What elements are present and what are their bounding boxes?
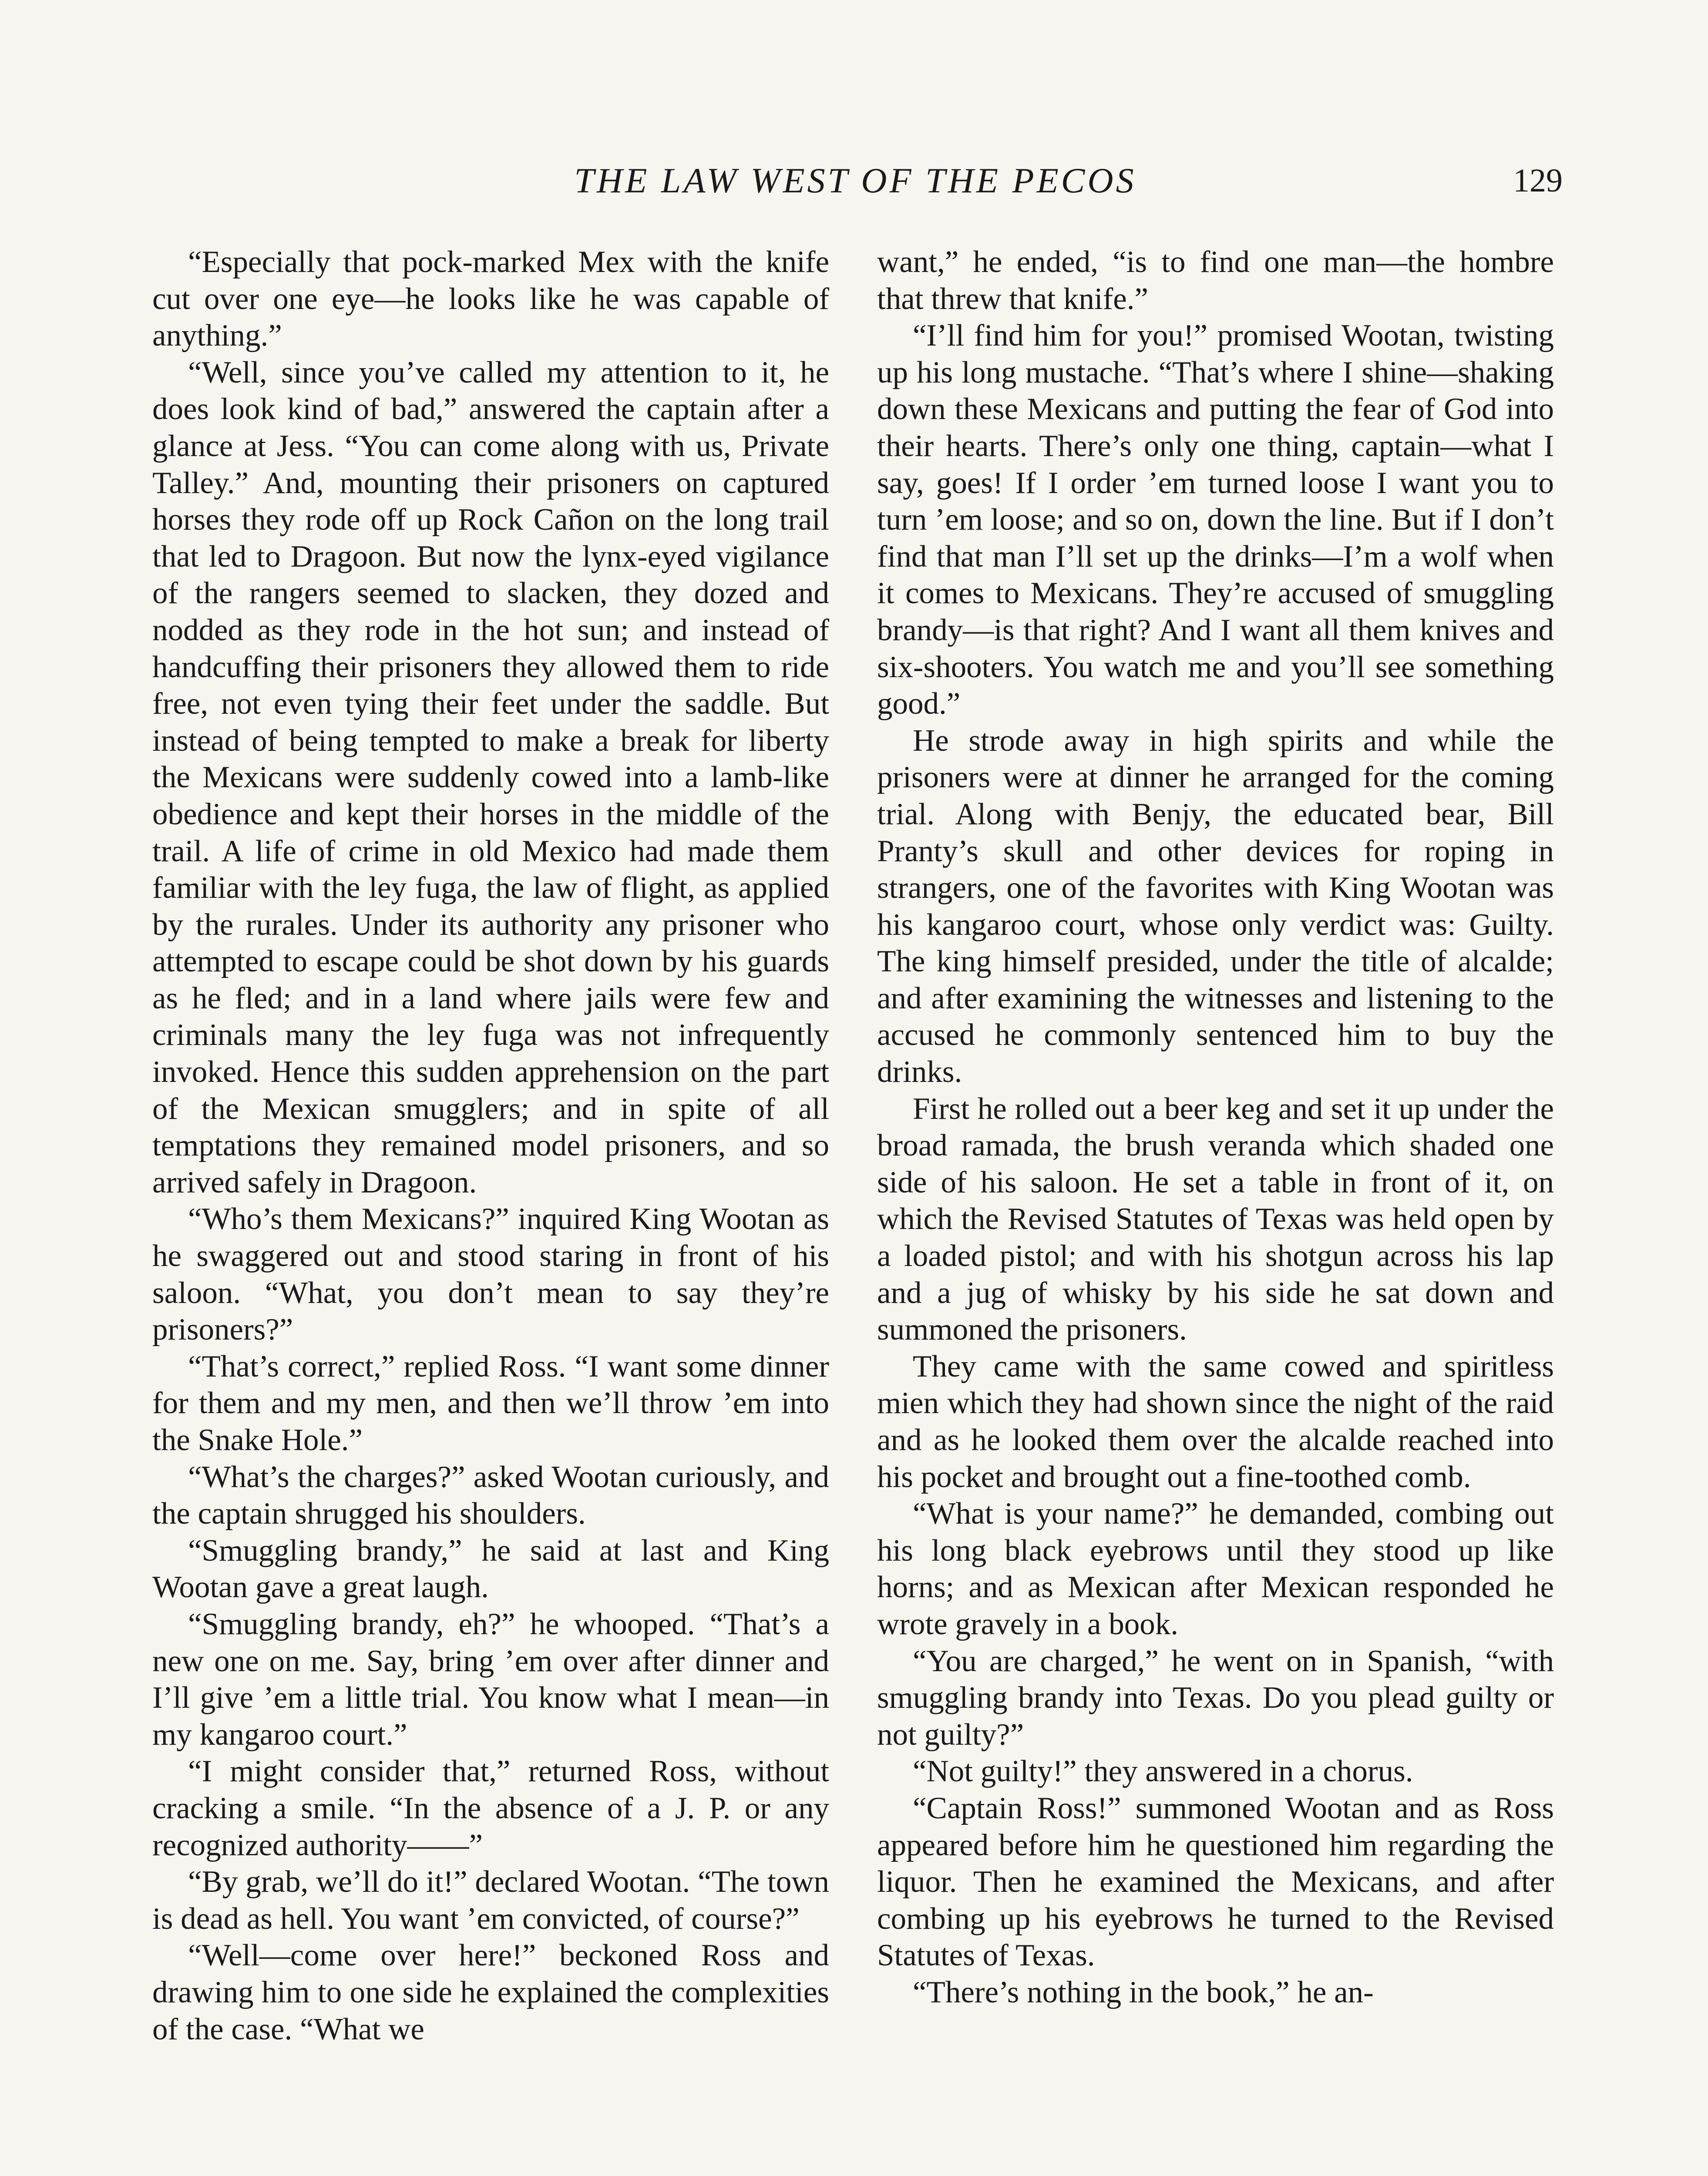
paragraph: “By grab, we’ll do it!” declared Wootan. “The town is dead as hell. You want ’em convicted, of course?” [152,1865,829,1936]
paragraph: “Especially that pock-marked Mex with the knife cut over one eye—he looks like he was capable of anything.” [152,245,829,353]
paragraph: “Smuggling brandy,” he said at last and King Wootan gave a great laugh. [152,1533,829,1605]
paragraph: “Not guilty!” they answered in a chorus. [913,1754,1413,1789]
paragraph: They came with the same cowed and spiritless mien which they had shown since the night of the raid and as he looked them over the alcalde reached into his pocket and brought out a fine-toothed comb. [877,1349,1554,1494]
paragraph: “Well—come over here!” beckoned Ross and drawing him to one side he explained the complexities of the case. “What we [152,1938,829,2046]
paragraph-continued: want,” he ended, “is to find one man—the hombre that threw that knife.” [877,245,1554,316]
paragraph: “Who’s them Mexicans?” inquired King Wootan as he swaggered out and stood staring in front of his saloon. “What, you don’t mean to say they’re prisoners?” [152,1202,829,1347]
paragraph: “What is your name?” he demanded, combing out his long black eyebrows until they stood up like horns; and as Mexican after Mexican responded he wrote gravely in a book. [877,1497,1554,1641]
paragraph: “Captain Ross!” summoned Wootan and as Ross appeared before him he questioned him regarding the liquor. Then he examined the Mexicans, and after combing up his eyebrows he turned to the Revised Statutes of Texas. [877,1791,1554,1973]
right-text-column [877,244,1554,2011]
paragraph: “What’s the charges?” asked Wootan curiously, and the captain shrugged his shoulders. [152,1460,829,1531]
paragraph: “I might consider that,” returned Ross, without cracking a smile. “In the absence of a J. P. or any recognized authority——” [152,1754,829,1862]
page-number: 129 [1513,162,1563,199]
paragraph: “I’ll find him for you!” promised Wootan, twisting up his long mustache. “That’s where I shine—shaking down these Mexicans and putting the fear of God into their hearts. There’s only one thing, captain—what I say, goes! If I order ’em turned loose I want you to turn ’em loose; and so on, down the line. But if I don’t find that man I’ll set up the drinks—I’m a wolf when it comes to Mexicans. They’re accused of smuggling brandy—is that right? And I want all them knives and six-shooters. You watch me and you’ll see something good.” [877,319,1554,721]
left-text-column [152,244,829,2048]
paragraph: First he rolled out a beer keg and set it up under the broad ramada, the brush veranda which shaded one side of his saloon. He set a table in front of it, on which the Revised Statutes of Texas was held open by a loaded pistol; and with his shotgun across his lap and a jug of whisky by his side he sat down and summoned the prisoners. [877,1091,1554,1347]
paragraph: He strode away in high spirits and while the prisoners were at dinner he arranged for the coming trial. Along with Benjy, the educated bear, Bill Pranty’s skull and other devices for roping in strangers, one of the favorites with King Wootan was his kangaroo court, whose only verdict was: Guilty. The king himself presided, under the title of alcalde; and after examining the witnesses and listening to the accused he commonly sentenced him to buy the drinks. [877,723,1554,1089]
paragraph: “Well, since you’ve called my attention to it, he does look kind of bad,” answered the captain after a glance at Jess. “You can come along with us, Private Talley.” And, mounting their prisoners on captured horses they rode off up Rock Cañon on the long trail that led to Dragoon. But now the lynx-eyed vigilance of the rangers seemed to slacken, they dozed and nodded as they rode in the hot sun; and instead of handcuffing their prisoners they allowed them to ride free, not even tying their feet under the saddle. But instead of being tempted to make a break for liberty the Mexicans were suddenly cowed into a lamb-like obedience and kept their horses in the middle of the trail. A life of crime in old Mexico had made them familiar with the ley fuga, the law of flight, as applied by the rurales. Under its authority any prisoner who attempted to escape could be shot down by his guards as he fled; and in a land where jails were few and criminals many the ley fuga was not infrequently invoked. Hence this sudden apprehension on the part of the Mexican smugglers; and in spite of all temptations they remained model prisoners, and so arrived safely in Dragoon. [152,355,829,1199]
running-head [148,159,1563,202]
paragraph: “There’s nothing in the book,” he an- [913,1975,1374,2009]
running-title: THE LAW WEST OF THE PECOS [574,161,1136,200]
paragraph: “You are charged,” he went on in Spanish, “with smuggling brandy into Texas. Do you plead guilty or not guilty?” [877,1644,1554,1752]
paragraph: “Smuggling brandy, eh?” he whooped. “That’s a new one on me. Say, bring ’em over after dinner and I’ll give ’em a little trial. You know what I mean—in my kangaroo court.” [152,1607,829,1752]
paragraph: “That’s correct,” replied Ross. “I want some dinner for them and my men, and then we’ll throw ’em into the Snake Hole.” [152,1349,829,1457]
